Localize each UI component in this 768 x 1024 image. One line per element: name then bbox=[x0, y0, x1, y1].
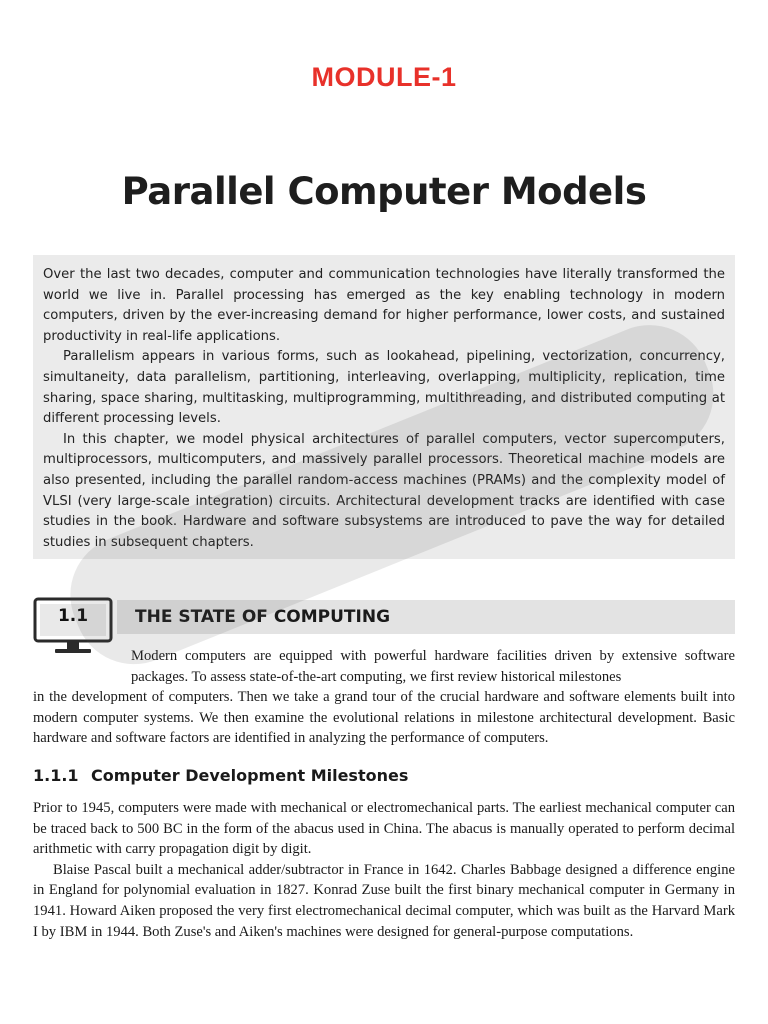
abstract-paragraph-1: Over the last two decades, computer and communication technologies have literally transformed the world we live in. Parallel processing has emerged as the key enabling technology in modern computers, driven by the ever-increasing demand for higher performance, lower costs, and sustained productivity in real-life applications. bbox=[43, 267, 725, 344]
milestones-paragraph-1: Prior to 1945, computers were made with mechanical or electromechanical parts. The earliest mechanical computer can be traced back to 500 BC in the form of the abacus used in China. The abacus is manually operated to perform decimal arithmetic with carry propagation digit by digit. bbox=[33, 800, 735, 858]
section-title: THE STATE OF COMPUTING bbox=[135, 607, 391, 627]
subsection-number: 1.1.1 bbox=[33, 766, 79, 785]
milestones-paragraph-2: Blaise Pascal built a mechanical adder/subtractor in France in 1642. Charles Babbage designed a difference engine in England for polynomial evaluation in 1827. Konrad Zuse built the first binary mechanical computer in Germany in 1941. Howard Aiken proposed the very first electromechanical decimal computer, which was built as the Harvard Mark I by IBM in 1944. Both Zuse's and Aiken's machines were designed for general-purpose computations. bbox=[33, 861, 735, 940]
subsection-title: Computer Development Milestones bbox=[91, 766, 409, 785]
abstract-paragraph-2: Parallelism appears in various forms, such as lookahead, pipelining, vectorization, concurrency, simultaneity, data parallelism, partitioning, interleaving, overlapping, multiplicity, replication, time sharing, space sharing, multitasking, multiprogramming, multithreading, and distributed computing at different processing levels. bbox=[43, 349, 725, 427]
milestones-text bbox=[33, 798, 735, 942]
module-label: MODULE-1 bbox=[311, 62, 457, 92]
section-intro-rest: in the development of computers. Then we take a grand tour of the crucial hardware and software elements built into modern computer systems. We then examine the evolutional relations in milestone architectural development. Basic hardware and software factors are identified in analyzing the performance of computers. bbox=[33, 689, 735, 747]
subsection-heading bbox=[33, 766, 408, 785]
chapter-abstract-box bbox=[33, 255, 735, 559]
section-intro-lead: Modern computers are equipped with powerful hardware facilities driven by extensive software packages. To assess state-of-the-art computing, we first review historical milestones bbox=[131, 648, 735, 685]
section-heading bbox=[33, 597, 735, 641]
abstract-paragraph-3: In this chapter, we model physical architectures of parallel computers, vector supercomputers, multiprocessors, multicomputers, and massively parallel processors. Theoretical machine models are also presented, including the parallel random-access machines (PRAMs) and the complexity model of VLSI (very large-scale integration) circuits. Architectural development tracks are identified with case studies in the book. Hardware and software subsystems are introduced to pave the way for detailed studies in subsequent chapters. bbox=[43, 431, 725, 550]
section-number: 1.1 bbox=[57, 606, 89, 626]
chapter-title: Parallel Computer Models bbox=[121, 170, 647, 213]
section-intro-paragraph bbox=[33, 646, 735, 749]
